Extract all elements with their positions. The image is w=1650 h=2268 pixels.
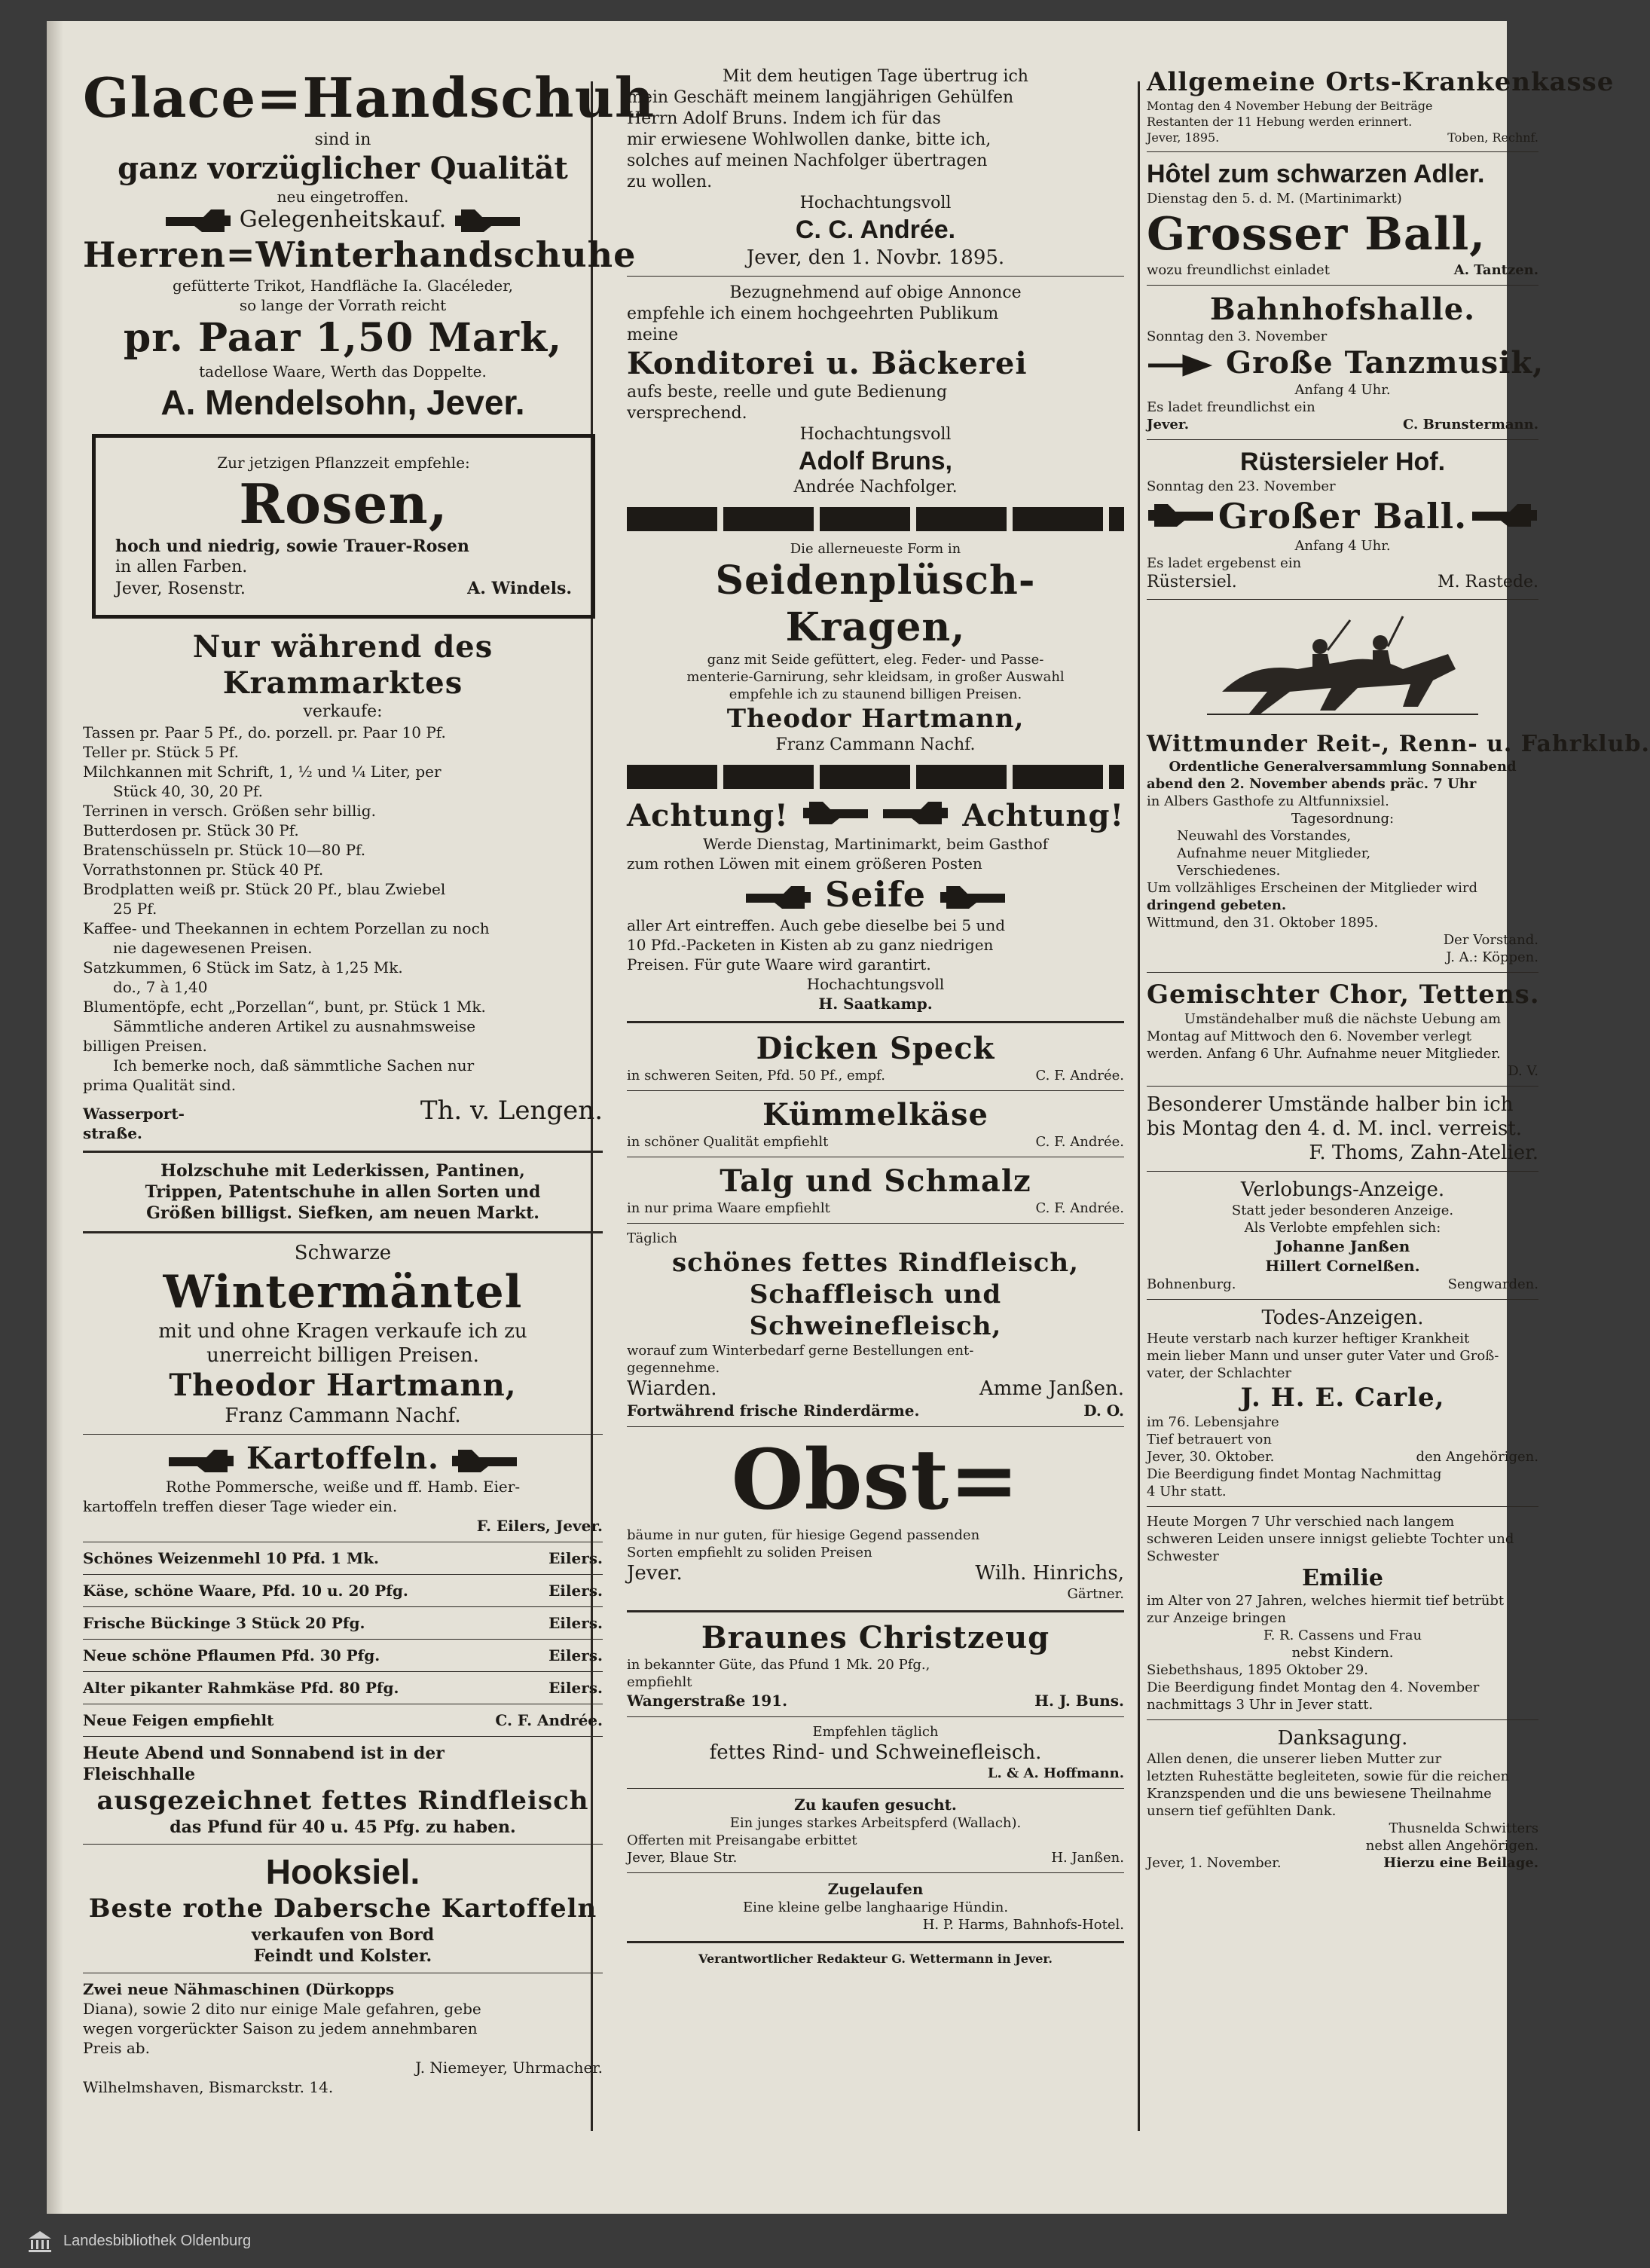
ad-text: Hochachtungsvoll — [799, 425, 952, 444]
ad-text: letzten Ruhestätte begleiteten, sowie für die reichen — [1147, 1768, 1510, 1784]
ad-seidenpluesch — [627, 540, 1124, 756]
ad-title: Rosen, — [239, 472, 448, 536]
pointing-hand-icon — [1147, 503, 1215, 528]
ad-text: Andrée Nachfolger. — [793, 478, 958, 497]
column-rule — [1138, 81, 1140, 2131]
ad-text: Um vollzähliges Erscheinen der Mitglieder wird — [1147, 880, 1477, 896]
ad-text: mein lieber Mann und unser guter Vater und Groß- — [1147, 1348, 1499, 1364]
ad-title: Seidenplüsch-Kragen, — [715, 558, 1036, 650]
ad-firm: A. Tantzen. — [1453, 262, 1538, 278]
ad-text: solches auf meinen Nachfolger übertragen — [627, 151, 988, 170]
ad-text: Empfehlen täglich — [812, 1724, 939, 1740]
ad-text: Statt jeder besonderen Anzeige. — [1231, 1203, 1454, 1218]
ad-text: empfehle ich zu staunend billigen Preisen. — [729, 686, 1022, 702]
ad-title: Wittmunder Reit-, Renn- u. Fahrklub. — [1147, 731, 1650, 757]
ad-text: neu eingetroffen. — [277, 188, 409, 206]
ad-text: verkaufe: — [303, 702, 383, 721]
ad-date: Jever, 1895. — [1147, 130, 1220, 145]
ad-firm: M. Rastede. — [1438, 573, 1538, 591]
ad-krankenkasse — [1147, 66, 1615, 145]
ad-firm: Toben, Rechnf. — [1447, 130, 1538, 145]
ad-text: worauf zum Winterbedarf gerne Bestellungen ent- — [627, 1343, 974, 1359]
ad-text: bis Montag den 4. d. M. incl. verreist. — [1147, 1117, 1523, 1140]
ad-title: Große Tanzmusik, — [1225, 345, 1545, 381]
ad-title: Achtung! — [627, 798, 789, 833]
ad-title: Dicken Speck — [756, 1031, 995, 1066]
ad-zahn-atelier — [1147, 1093, 1538, 1165]
ad-text: in Albers Gasthofe zu Altfunnixsiel. — [1147, 793, 1389, 809]
ad-kuemmelkaese — [627, 1097, 1124, 1151]
list-item: 25 Pf. — [113, 900, 157, 918]
ad-text: Gärtner. — [1067, 1586, 1124, 1602]
small-ad: Alter pikanter Rahmkäse Pfd. 80 Pfg. Eilers. — [83, 1679, 603, 1697]
list-item: Blumentöpfe, echt „Porzellan“, bunt, pr. Stück 1 Mk. — [83, 998, 486, 1016]
ad-title: Glace=Handschuh — [83, 66, 655, 130]
pointing-hand-icon — [167, 1448, 235, 1474]
ad-place: Jever, Blaue Str. — [627, 1850, 738, 1866]
ad-text: in bekannter Güte, das Pfund 1 Mk. 20 Pfg., — [627, 1657, 930, 1673]
ad-firm: Theodor Hartmann, — [169, 1368, 517, 1403]
ad-title: Kümmelkäse — [762, 1097, 988, 1132]
ad-name: Thusnelda Schwitters — [1389, 1820, 1538, 1836]
ad-title: Zugelaufen — [827, 1880, 924, 1898]
ad-hooksiel — [83, 1851, 603, 1967]
ad-text: unsern tief gefühlten Dank. — [1147, 1803, 1337, 1819]
ad-title: Talg und Schmalz — [720, 1163, 1031, 1199]
ad-date: Wittmund, den 31. Oktober 1895. — [1147, 915, 1379, 931]
horse-race-illustration — [1207, 609, 1478, 722]
ad-title: Verlobungs-Anzeige. — [1240, 1178, 1445, 1201]
ad-text: Trippen, Patentschuhe in allen Sorten und — [145, 1182, 541, 1202]
ad-firm: J. Niemeyer, Uhrmacher. — [415, 2059, 603, 2077]
ad-rosen — [92, 434, 595, 619]
supplement-note: Hierzu eine Beilage. — [1383, 1855, 1538, 1871]
ad-place: Jever, 30. Oktober. — [1147, 1449, 1275, 1465]
ad-firm: A. Windels. — [467, 579, 572, 598]
ad-firm: C. Brunstermann. — [1403, 417, 1538, 433]
ad-text: mein Geschäft meinem langjährigen Gehülfen — [627, 88, 1014, 107]
ad-text: Die Beerdigung findet Montag den 4. November — [1147, 1680, 1480, 1695]
ad-text: empfehle ich einem hochgeehrten Publikum — [627, 304, 999, 323]
list-item: Verschiedenes. — [1177, 863, 1281, 879]
ad-text: Als Verlobte empfehlen sich: — [1244, 1220, 1441, 1236]
ad-firm: Theodor Hartmann, — [726, 704, 1025, 734]
ad-text: aufs beste, reelle und gute Bedienung — [627, 383, 948, 402]
ad-text: in nur prima Waare empfiehlt — [627, 1200, 830, 1216]
ad-title: Zu kaufen gesucht. — [794, 1796, 957, 1814]
ad-text: gefütterte Trikot, Handfläche Ia. Glacéleder, — [173, 277, 513, 295]
pointing-hand-icon — [1471, 503, 1538, 528]
ad-text: Fortwährend frische Rinderdärme. — [627, 1401, 920, 1420]
ad-text: sind in — [314, 130, 371, 149]
ad-name: Emilie — [1302, 1565, 1383, 1591]
library-building-icon — [27, 2230, 53, 2252]
ad-place: Wilhelmshaven, Bismarckstr. 14. — [83, 2078, 334, 2096]
ad-place: Rüstersiel. — [1147, 573, 1237, 591]
ad-text: Heute Abend und Sonnabend ist in der — [83, 1744, 445, 1763]
ornament-icon — [1147, 353, 1215, 378]
ad-text: Die Beerdigung findet Montag Nachmittag — [1147, 1466, 1442, 1482]
ad-text: nebst Kindern. — [1291, 1645, 1394, 1661]
ad-fleisch — [627, 1230, 1124, 1420]
ad-title: Schaffleisch und Schweinefleisch, — [749, 1279, 1002, 1341]
ad-title: Gemischter Chor, Tettens. — [1147, 980, 1540, 1010]
ad-place: Wangerstraße 191. — [627, 1692, 788, 1710]
list-item: Brodplatten weiß pr. Stück 20 Pf., blau Zwiebel — [83, 880, 446, 898]
ad-text: nachmittags 3 Uhr in Jever statt. — [1147, 1697, 1373, 1713]
ad-firm: Der Vorstand. — [1443, 932, 1538, 948]
ad-title: Hooksiel. — [265, 1852, 420, 1891]
ad-wintermaentel — [83, 1241, 603, 1428]
ad-text: Allen denen, die unserer lieben Mutter zur — [1147, 1751, 1442, 1767]
ad-text: zum rothen Löwen mit einem größeren Posten — [627, 854, 982, 873]
pointing-hand-icon — [454, 208, 521, 234]
ad-text: zur Anzeige bringen — [1147, 1610, 1287, 1626]
editor-line: Verantwortlicher Redakteur G. Wettermann in Jever. — [698, 1952, 1053, 1966]
ad-danksagung — [1147, 1726, 1538, 1872]
ad-text: Holzschuhe mit Lederkissen, Pantinen, — [160, 1161, 525, 1181]
ad-title: Hôtel zum schwarzen Adler. — [1147, 160, 1485, 188]
ad-price: pr. Paar 1,50 Mark, — [123, 315, 563, 361]
list-item: billigen Preisen. — [83, 1037, 207, 1055]
ad-title: Rüstersieler Hof. — [1239, 448, 1446, 476]
small-ad: Schönes Weizenmehl 10 Pfd. 1 Mk. Eilers. — [83, 1549, 603, 1567]
ad-firm: D. O. — [1083, 1401, 1124, 1420]
ad-title: Beste rothe Dabersche Kartoffeln — [88, 1894, 597, 1924]
ad-title: Danksagung. — [1277, 1727, 1408, 1750]
ad-text: nebst allen Angehörigen. — [1365, 1838, 1538, 1854]
ad-title: Achtung! — [962, 798, 1124, 833]
ad-text: Montag auf Mittwoch den 6. November verlegt — [1147, 1029, 1472, 1044]
ad-krammarkt — [83, 629, 603, 1143]
ad-firm: H. P. Harms, Bahnhofs-Hotel. — [922, 1917, 1124, 1933]
ad-todesanzeigen — [1147, 1306, 1538, 1713]
ad-text: so lange der Vorrath reicht — [239, 296, 447, 314]
ad-rindfleisch — [83, 1743, 603, 1838]
ad-text: Restanten der 11 Hebung werden erinnert. — [1147, 115, 1413, 129]
decorative-bar — [627, 765, 1124, 789]
ad-title: ausgezeichnet fettes Rindfleisch — [96, 1786, 589, 1816]
ad-text: Herrn Adolf Bruns. Indem ich für das — [627, 109, 941, 128]
pointing-hand-icon — [939, 885, 1007, 910]
ad-hund — [627, 1879, 1124, 1933]
ad-text: Ein junges starkes Arbeitspferd (Wallach). — [729, 1815, 1022, 1831]
ad-text: Es ladet ergebenst ein — [1147, 555, 1302, 571]
ad-text: gegennehme. — [627, 1360, 720, 1376]
ad-text: verkaufen von Bord — [251, 1925, 435, 1945]
ad-text: Anfang 4 Uhr. — [1294, 382, 1391, 398]
ad-place: Jever. — [627, 1562, 683, 1585]
list-item: Butterdosen pr. Stück 30 Pf. — [83, 821, 299, 839]
ad-text: Heute Morgen 7 Uhr verschied nach langem — [1147, 1514, 1455, 1530]
ad-list — [83, 723, 603, 1095]
ad-firm: H. Janßen. — [1051, 1850, 1124, 1866]
ad-text: Sonntag den 3. November — [1147, 329, 1328, 344]
list-item: do., 7 à 1,40 — [113, 978, 208, 996]
ad-text: Preis ab. — [83, 2039, 150, 2057]
ad-firm: H. Saatkamp. — [818, 995, 933, 1013]
ad-text: Kranzspenden und die uns bewiesene Theilnahme — [1147, 1786, 1492, 1802]
ad-text: Mit dem heutigen Tage übertrug ich — [723, 67, 1028, 86]
small-ad: Neue schöne Pflaumen Pfd. 30 Pfg. Eilers. — [83, 1646, 603, 1664]
ad-firm: C. F. Andrée. — [1035, 1068, 1124, 1084]
ad-naehmaschinen — [83, 1979, 603, 2097]
ad-text: Hochachtungsvoll — [806, 975, 945, 993]
pointing-hand-icon — [744, 885, 812, 910]
list-item: Sämmtliche anderen Artikel zu ausnahmsweise — [113, 1017, 476, 1035]
list-item: Kaffee- und Theekannen in echtem Porzellan zu noch — [83, 919, 490, 937]
ad-place: Jever. — [1147, 417, 1189, 433]
list-item: Vorrathstonnen pr. Stück 40 Pf. — [83, 860, 324, 879]
list-item: Stück 40, 30, 20 Pf. — [113, 782, 263, 800]
ad-text: tadellose Waare, Werth das Doppelte. — [199, 362, 487, 381]
ad-text: Die allerneueste Form in — [790, 541, 961, 557]
list-item: Ich bemerke noch, daß sämmtliche Sachen nur — [113, 1056, 475, 1074]
ad-title: fettes Rind- und Schweinefleisch. — [709, 1741, 1042, 1764]
ad-text: Hochachtungsvoll — [799, 194, 952, 212]
ad-text: Täglich — [627, 1230, 677, 1246]
ad-text: Offerten mit Preisangabe erbittet — [627, 1832, 857, 1848]
pointing-hand-icon — [802, 800, 869, 826]
ad-text: zu wollen. — [627, 173, 713, 191]
ad-date: Jever, den 1. Novbr. 1895. — [746, 246, 1005, 269]
ad-text: 4 Uhr statt. — [1147, 1484, 1227, 1499]
ad-title: Todes-Anzeigen. — [1261, 1307, 1424, 1329]
ad-text: Eine kleine gelbe langhaarige Hündin. — [742, 1900, 1009, 1915]
ad-firm: C. C. Andrée. — [795, 215, 956, 244]
ad-text: Rothe Pommersche, weiße und ff. Hamb. Eier- — [165, 1478, 521, 1496]
ad-schwarzer-adler — [1147, 158, 1538, 279]
ad-title: Nur während des Krammarktes — [192, 629, 493, 701]
ad-firm: Th. v. Lengen. — [420, 1096, 603, 1126]
ad-name: F. R. Cassens und Frau — [1263, 1628, 1422, 1643]
ad-text: ganz mit Seide gefüttert, eleg. Feder- und Passe- — [707, 652, 1044, 668]
ad-text: Schwester — [1147, 1548, 1219, 1564]
pointing-hand-icon — [164, 208, 232, 234]
ad-firm: Wilh. Hinrichs, — [975, 1562, 1124, 1585]
ad-firm: H. J. Buns. — [1034, 1692, 1124, 1710]
ad-speck — [627, 1031, 1124, 1084]
decorative-bar — [627, 507, 1124, 531]
pointing-hand-icon — [882, 800, 949, 826]
ad-text: Gelegenheitskauf. — [83, 206, 603, 234]
ad-text: Zwei neue Nähmaschinen (Dürkopps — [83, 1980, 395, 1998]
ad-text: vater, der Schlachter — [1147, 1365, 1292, 1381]
ad-text: im Alter von 27 Jahren, welches hiermit tief betrübt — [1147, 1593, 1505, 1609]
ad-reitklub — [1147, 731, 1650, 966]
ad-text: Bezugnehmend auf obige Annonce — [729, 283, 1022, 302]
ad-text: den Angehörigen. — [1416, 1449, 1538, 1465]
ad-title: Großer Ball. — [1218, 496, 1468, 536]
ad-pferd — [627, 1795, 1124, 1866]
ad-gemischter-chor — [1147, 979, 1538, 1080]
ad-name: Hillert Cornelßen. — [1265, 1257, 1420, 1275]
column-2 — [627, 66, 1124, 1967]
list-item: Aufnahme neuer Mitglieder, — [1177, 845, 1371, 861]
ad-text: hoch und niedrig, sowie Trauer-Rosen — [115, 536, 469, 556]
ad-place: Sengwarden. — [1447, 1276, 1538, 1292]
ad-obst — [627, 1433, 1124, 1603]
ad-text: kartoffeln treffen dieser Tage wieder ein. — [83, 1497, 398, 1515]
ad-text: Montag den 4 November Hebung der Beiträge — [1147, 99, 1433, 113]
ad-text: bäume in nur guten, für hiesige Gegend passenden — [627, 1527, 980, 1543]
ad-text: 10 Pfd.-Packeten in Kisten ab zu ganz niedrigen — [627, 936, 994, 954]
ad-firm: C. F. Andrée. — [1035, 1200, 1124, 1216]
ad-text: in allen Farben. — [115, 558, 248, 576]
ad-text: Schwarze — [294, 1242, 392, 1264]
list-item: Milchkannen mit Schrift, 1, ½ und ¼ Liter, per — [83, 763, 442, 781]
ad-text: Zur jetzigen Pflanzzeit empfehle: — [217, 454, 470, 472]
ad-text: abend den 2. November abends präc. 7 Uhr — [1147, 776, 1477, 792]
ad-christzeug — [627, 1620, 1124, 1710]
list-item: Teller pr. Stück 5 Pf. — [83, 743, 239, 761]
ad-text: versprechend. — [627, 404, 747, 423]
ad-text: werden. Anfang 6 Uhr. Aufnahme neuer Mitglieder. — [1147, 1046, 1501, 1062]
library-footer — [0, 2214, 1507, 2268]
ad-text: aller Art eintreffen. Auch gebe dieselbe bei 5 und — [627, 916, 1006, 934]
ad-text: Werde Dienstag, Martinimarkt, beim Gasthof — [702, 835, 1049, 853]
ad-text: menterie-Garnirung, sehr kleidsam, in großer Auswahl — [686, 669, 1065, 685]
newspaper-page — [47, 21, 1650, 2214]
ad-text: Anfang 4 Uhr. — [1294, 538, 1391, 554]
pointing-hand-icon — [451, 1448, 518, 1474]
ad-text: mir erwiesene Wohlwollen danke, bitte ich, — [627, 130, 992, 149]
ad-kartoffeln — [83, 1441, 603, 1536]
ad-hoffmann — [627, 1723, 1124, 1782]
list-item: prima Qualität sind. — [83, 1076, 237, 1094]
ad-date: Siebethshaus, 1895 Oktober 29. — [1147, 1662, 1368, 1678]
list-item: Tassen pr. Paar 5 Pf., do. porzell. pr. Paar 10 Pf. — [83, 723, 446, 741]
ad-title: Herren=Winterhandschuhe — [83, 234, 637, 275]
ad-text: Sonntag den 23. November — [1147, 478, 1336, 494]
ad-firm: J. A.: Köppen. — [1446, 949, 1538, 965]
ad-text: wozu freundlichst einladet — [1147, 262, 1330, 278]
ad-place: Wasserport- — [83, 1105, 185, 1123]
list-item: Bratenschüsseln pr. Stück 10—80 Pf. — [83, 841, 366, 859]
small-ad: Frische Bückinge 3 Stück 20 Pfg. Eilers. — [83, 1614, 603, 1632]
ad-andree — [627, 66, 1124, 270]
ad-firm: F. Eilers, Jever. — [476, 1517, 603, 1535]
ad-text: unerreicht billigen Preisen. — [206, 1344, 479, 1367]
ad-title: Allgemeine Orts-Krankenkasse — [1147, 67, 1615, 97]
ad-name: J. H. E. Carle, — [1240, 1383, 1445, 1413]
ad-text: wegen vorgerückter Saison zu jedem annehmbaren — [83, 2019, 478, 2037]
ad-text: Es ladet freundlichst ein — [1147, 399, 1315, 415]
ad-ruestersieler-hof — [1147, 446, 1538, 593]
ad-firm: L. & A. Hoffmann. — [987, 1765, 1124, 1781]
ad-firm: C. F. Andrée. — [1035, 1134, 1124, 1150]
ad-text: Sorten empfiehlt zu soliden Preisen — [627, 1545, 872, 1560]
ad-text: Umständehalber muß die nächste Uebung am — [1184, 1011, 1502, 1027]
ad-text: empfiehlt — [627, 1674, 692, 1690]
ad-text: Tief betrauert von — [1147, 1432, 1272, 1447]
list-item: nie dagewesenen Preisen. — [113, 939, 313, 957]
ad-text: Tagesordnung: — [1291, 811, 1395, 827]
ad-firm: Feindt und Kolster. — [253, 1946, 432, 1966]
ad-firm: Adolf Bruns, — [799, 447, 952, 475]
ad-text: Franz Cammann Nachf. — [225, 1405, 461, 1427]
ad-firm: D. V. — [1508, 1063, 1538, 1079]
ad-bruns — [627, 283, 1124, 498]
ad-name: Johanne Janßen — [1275, 1237, 1410, 1255]
library-label: Landesbibliothek Oldenburg — [63, 2232, 252, 2249]
ad-text: im 76. Lebensjahre — [1147, 1414, 1279, 1430]
small-ads — [83, 1542, 603, 1737]
ad-firm: Amme Janßen. — [979, 1377, 1124, 1400]
ad-place: straße. — [83, 1124, 142, 1142]
ad-title: Grosser Ball, — [1147, 208, 1487, 261]
list-item: Neuwahl des Vorstandes, — [1177, 828, 1352, 844]
ad-date: Jever, 1. November. — [1147, 1855, 1282, 1871]
ad-title: Kartoffeln. — [246, 1441, 439, 1476]
ad-title: Konditorei u. Bäckerei — [627, 346, 1028, 381]
ad-text: Diana), sowie 2 dito nur einige Male gefahren, gebe — [83, 2000, 481, 2018]
ad-title: schönes fettes Rindfleisch, — [671, 1248, 1079, 1278]
ad-text: in schöner Qualität empfiehlt — [627, 1134, 829, 1150]
ad-text: Franz Cammann Nachf. — [775, 735, 976, 754]
ad-talg — [627, 1163, 1124, 1217]
ad-place: Jever, Rosenstr. — [115, 579, 246, 598]
ad-text: Größen billigst. Siefken, am neuen Markt. — [146, 1203, 539, 1223]
list-item: Terrinen in versch. Größen sehr billig. — [83, 802, 376, 820]
ad-text: meine — [627, 326, 679, 344]
ad-text: ganz vorzüglicher Qualität — [118, 151, 568, 186]
ad-text: Ordentliche Generalversammlung Sonnabend — [1169, 759, 1517, 775]
ad-text: Besonderer Umstände halber bin ich — [1147, 1093, 1514, 1116]
ad-text: in schweren Seiten, Pfd. 50 Pf., empf. — [627, 1068, 885, 1084]
ad-holzschuhe — [83, 1160, 603, 1224]
ad-text: mit und ohne Kragen verkaufe ich zu — [158, 1320, 527, 1343]
ad-title: Obst= — [731, 1431, 1020, 1528]
small-ad: Neue Feigen empfiehlt C. F. Andrée. — [83, 1711, 603, 1729]
ad-title: Braunes Christzeug — [701, 1620, 1050, 1655]
ad-text: das Pfund für 40 u. 45 Pfg. zu haben. — [170, 1817, 516, 1837]
ad-place: Bohnenburg. — [1147, 1276, 1236, 1292]
ad-text: Heute verstarb nach kurzer heftiger Krankheit — [1147, 1331, 1470, 1346]
ad-text: dringend gebeten. — [1147, 897, 1287, 913]
list-item: Satzkummen, 6 Stück im Satz, à 1,25 Mk. — [83, 958, 403, 977]
ad-title: Seife — [824, 874, 926, 915]
column-3 — [1147, 66, 1650, 1878]
ad-title: Wintermäntel — [163, 1266, 523, 1319]
ad-text: Dienstag den 5. d. M. (Martinimarkt) — [1147, 191, 1402, 206]
ad-text: schweren Leiden unsere innigst geliebte Tochter und — [1147, 1531, 1514, 1547]
ad-title: Bahnhofshalle. — [1209, 292, 1476, 327]
ad-text: Preisen. Für gute Waare wird garantirt. — [627, 955, 931, 974]
ad-verlobung — [1147, 1178, 1538, 1293]
small-ad: Käse, schöne Waare, Pfd. 10 u. 20 Pfg. Eilers. — [83, 1582, 603, 1600]
ad-firm: F. Thoms, Zahn-Atelier. — [1309, 1142, 1538, 1164]
ad-text: Fleischhalle — [83, 1765, 196, 1784]
ad-bahnhofshalle — [1147, 292, 1545, 433]
ad-firm: A. Mendelsohn, Jever. — [160, 383, 525, 422]
ad-place: Wiarden. — [627, 1377, 717, 1400]
ad-seife — [627, 798, 1124, 1013]
